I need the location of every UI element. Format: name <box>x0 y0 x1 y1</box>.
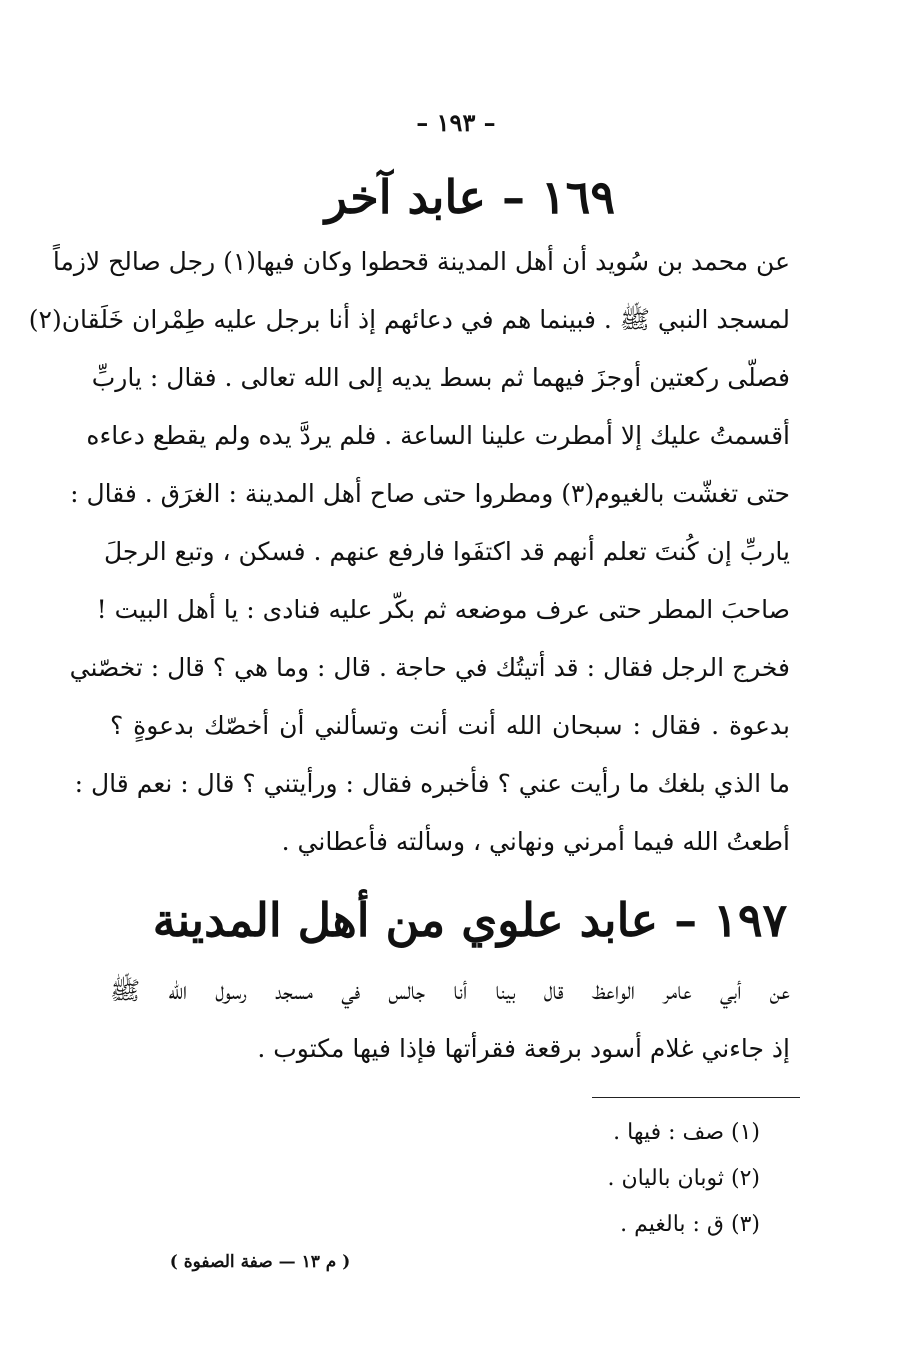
footnote-3: (٣) ق : بالغيم . <box>620 1212 760 1237</box>
paragraph-line: فصلّى ركعتين أوجزَ فيهما ثم بسط يديه إلى الله تعالى . فقال : ياربِّ <box>91 363 790 392</box>
paragraph-line: أطعتُ الله فيما أمرني ونهاني ، وسألته فأعطاني . <box>281 827 790 856</box>
section-heading-197: ١٩٧ – عابد علوي من أهل المدينة <box>152 893 788 947</box>
section-heading-169: ١٦٩ – عابد آخر <box>324 170 616 224</box>
footnote-2: (٢) ثوبان باليان . <box>607 1166 760 1191</box>
footnote-1: (١) صف : فيها . <box>613 1120 760 1145</box>
paragraph-line: لمسجد النبي ﷺ . فبينما هم في دعائهم إذ أنا برجل عليه طِمْران خَلَقان(٢) <box>28 305 790 334</box>
paragraph-line: حتى تغشّت بالغيوم(٣) ومطروا حتى صاح أهل المدينة : الغرَق . فقال : <box>70 479 790 508</box>
paragraph-line: ياربِّ إن كُنتَ تعلم أنهم قد اكتفَوا فارفع عنهم . فسكن ، وتبع الرجلَ <box>103 537 790 566</box>
paragraph-line: إذ جاءني غلام أسود برقعة فقرأتها فإذا فيها مكتوب . <box>257 1034 790 1063</box>
printer-signature-mark: ( م ١٣ — صفة الصفوة ) <box>169 1252 351 1272</box>
footnote-divider <box>592 1097 800 1098</box>
paragraph-line: ما الذي بلغك ما رأيت عني ؟ فأخبره فقال : ورأيتني ؟ قال : نعم قال : <box>74 769 790 798</box>
paragraph-line: عن أبي عامر الواعظ قال بينا أنا جالس في مسجد رسول الله ﷺ <box>110 976 790 1005</box>
paragraph-line: عن محمد بن سُويد أن أهل المدينة قحطوا وكان فيها(١) رجل صالح لازماً <box>52 247 790 276</box>
paragraph-line: صاحبَ المطر حتى عرف موضعه ثم بكّر عليه فنادى : يا أهل البيت ! <box>96 595 790 624</box>
page-number: – ١٩٣ – <box>416 108 496 137</box>
paragraph-line: بدعوة . فقال : سبحان الله أنت أنت وتسألني أن أخصّك بدعوةٍ ؟ <box>110 711 790 740</box>
paragraph-line: أقسمتُ عليك إلا أمطرت علينا الساعة . فلم يردَّ يده ولم يقطع دعاءه <box>86 421 790 450</box>
paragraph-line: فخرج الرجل فقال : قد أتيتُك في حاجة . قال : وما هي ؟ قال : تخصّني <box>69 653 790 682</box>
